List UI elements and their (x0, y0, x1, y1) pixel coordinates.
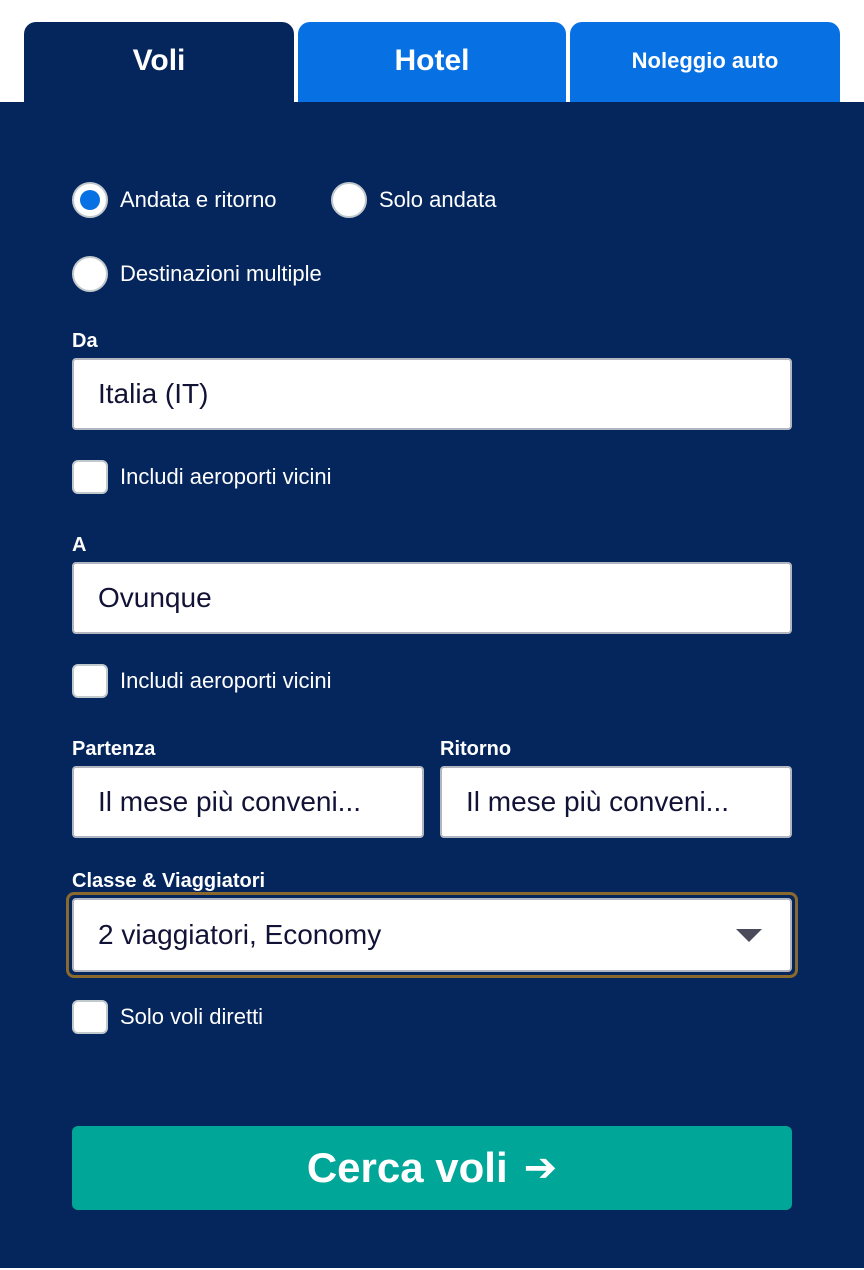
search-flights-button[interactable] (72, 1126, 792, 1210)
flight-search-panel (0, 102, 864, 1268)
radio-round-trip-label: Andata e ritorno (120, 187, 277, 212)
to-label: A (72, 534, 87, 556)
from-nearby-airports[interactable] (72, 460, 332, 494)
return-date-input[interactable] (440, 766, 792, 838)
to-nearby-label: Includi aeroporti vicini (120, 668, 332, 693)
from-input[interactable] (72, 358, 792, 430)
checkbox[interactable] (72, 460, 108, 494)
radio-multi-city-label: Destinazioni multiple (120, 261, 322, 286)
radio-one-way-label: Solo andata (379, 187, 497, 212)
checkbox[interactable] (72, 664, 108, 698)
search-tabs (0, 0, 864, 102)
radio-button[interactable] (331, 182, 367, 218)
radio-button-selected[interactable] (72, 182, 108, 218)
departure-date-input[interactable] (72, 766, 424, 838)
from-nearby-label: Includi aeroporti vicini (120, 464, 332, 489)
checkbox[interactable] (72, 1000, 108, 1034)
from-label: Da (72, 330, 98, 352)
radio-round-trip[interactable] (72, 182, 277, 218)
departure-label: Partenza (72, 738, 156, 760)
arrow-right-icon: ➔ (523, 1146, 558, 1190)
direct-flights-label: Solo voli diretti (120, 1004, 264, 1029)
radio-dot (80, 190, 100, 210)
cabin-travellers-label: Classe & Viaggiatori (72, 870, 266, 892)
cabin-travellers-value: 2 viaggiatori, Economy (98, 919, 382, 950)
radio-one-way[interactable] (331, 182, 496, 218)
chevron-down-icon (736, 929, 762, 942)
return-value: Il mese più conveni... (466, 786, 730, 817)
to-input[interactable] (72, 562, 792, 634)
tab-car-hire[interactable]: Noleggio auto (570, 22, 840, 102)
cabin-travellers-focus-ring (66, 892, 798, 978)
search-button-label: Cerca voli (306, 1144, 508, 1191)
departure-value: Il mese più conveni... (98, 786, 362, 817)
radio-button[interactable] (72, 256, 108, 292)
return-label: Ritorno (440, 738, 512, 760)
cabin-travellers-select[interactable] (72, 898, 792, 972)
radio-multi-city[interactable] (72, 256, 322, 292)
to-nearby-airports[interactable] (72, 664, 332, 698)
direct-flights-only[interactable] (72, 1000, 263, 1034)
tab-hotels[interactable]: Hotel (298, 22, 566, 102)
tab-flights[interactable]: Voli (24, 22, 294, 102)
